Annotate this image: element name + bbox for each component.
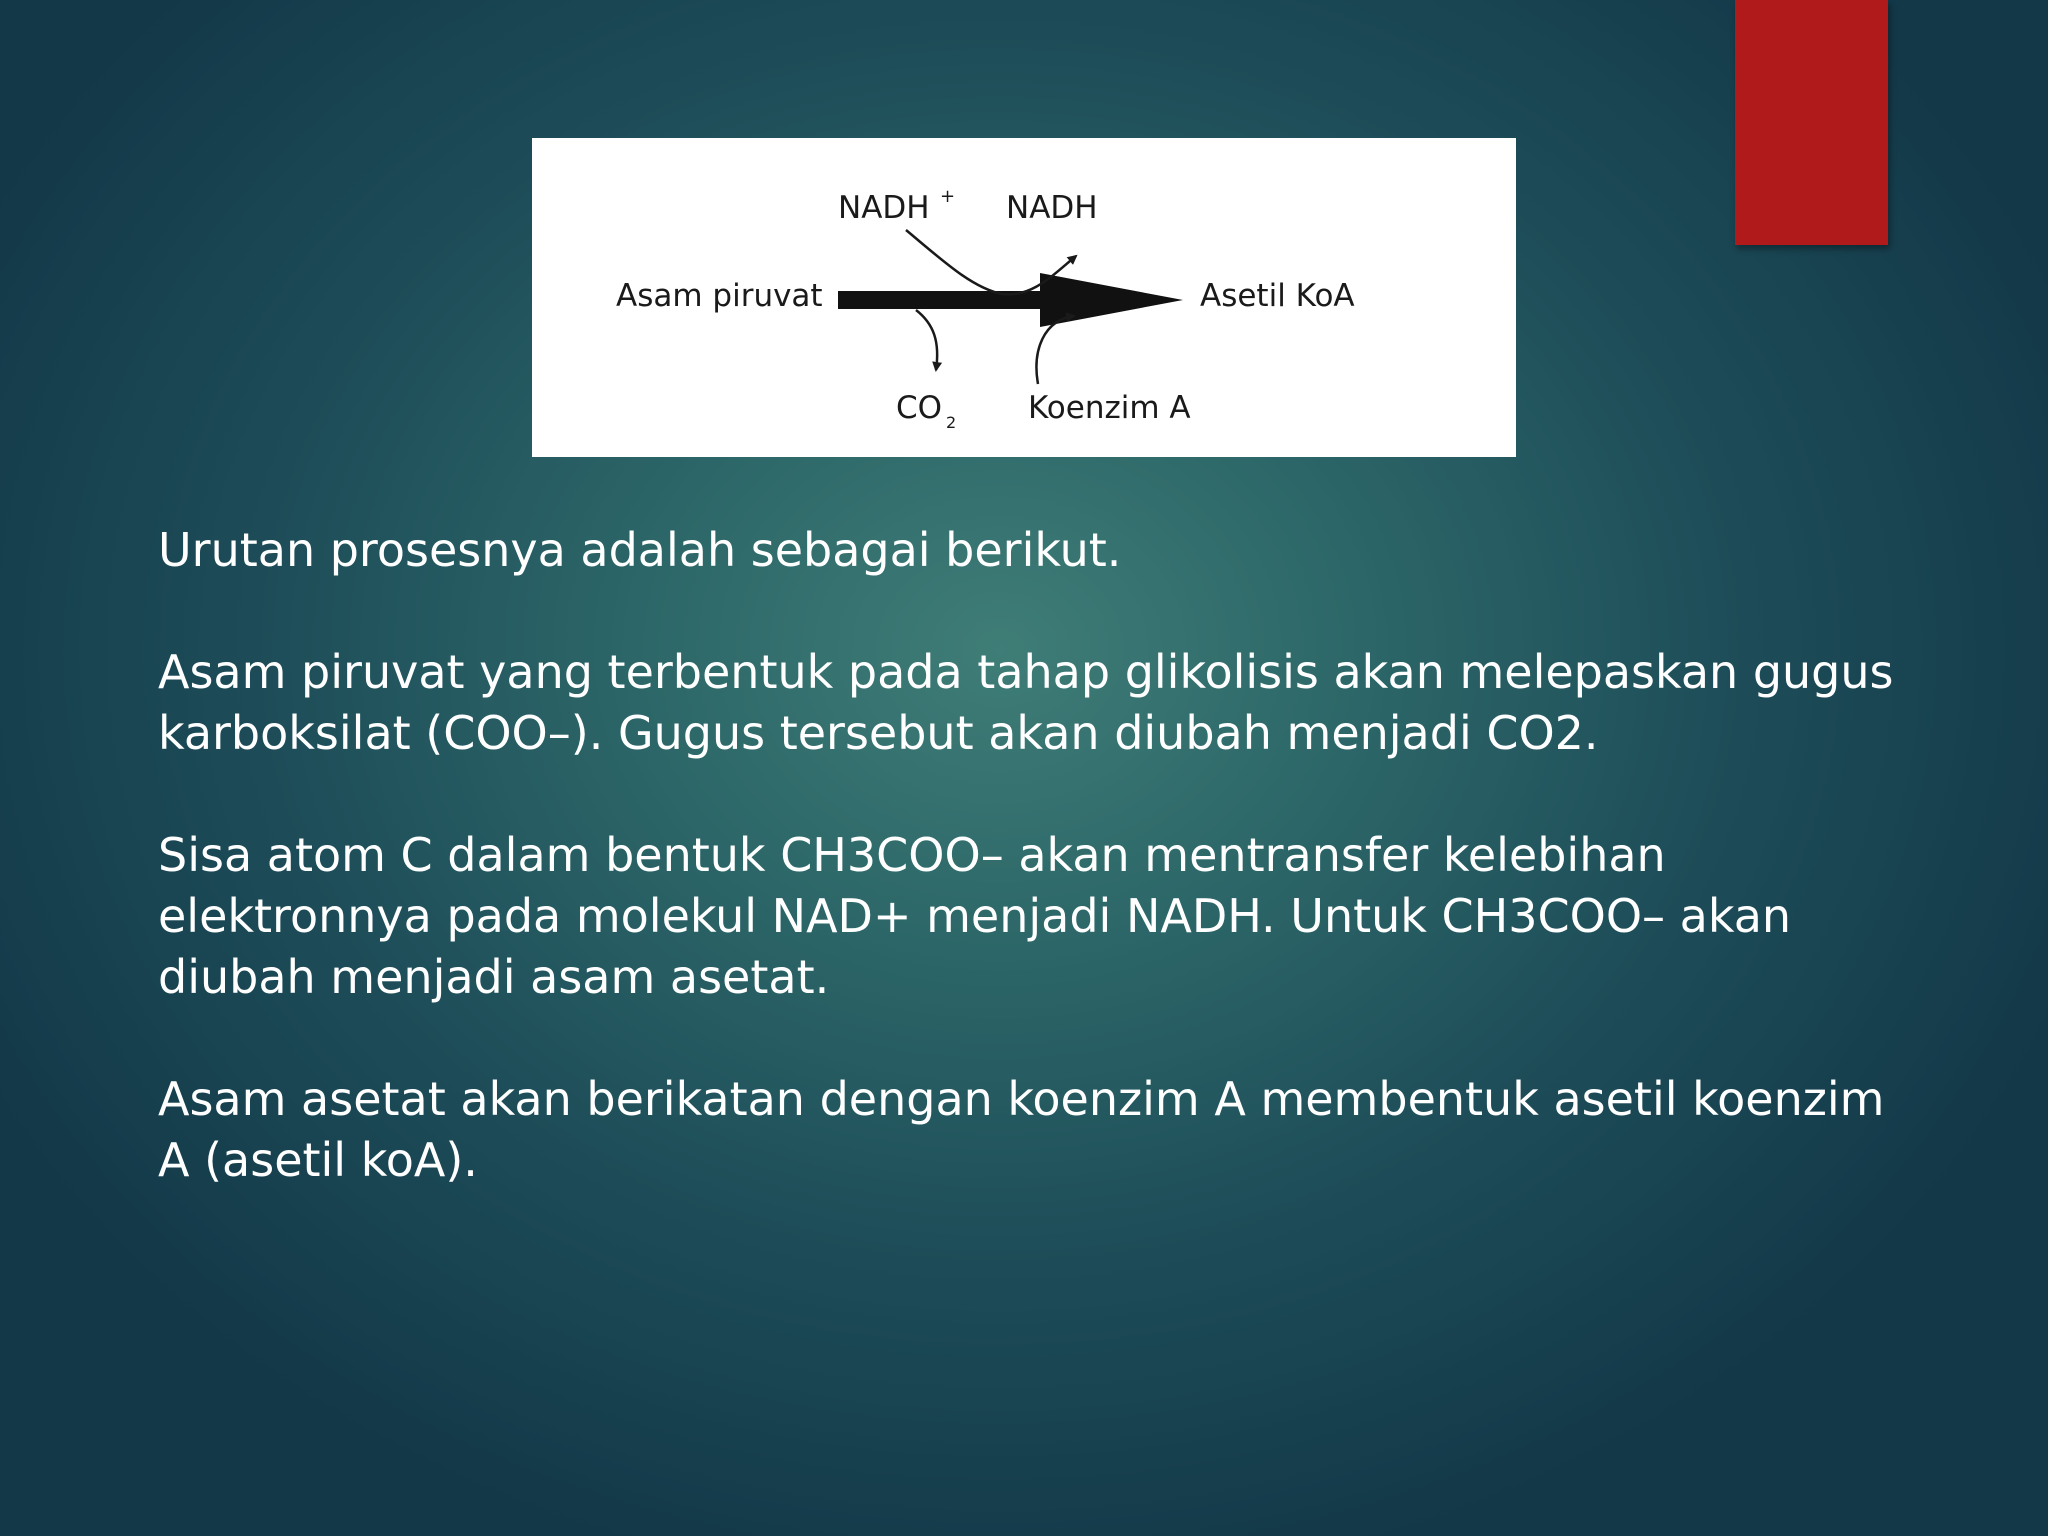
- paragraph-pyruvate: Asam piruvat yang terbentuk pada tahap glikolisis akan melepaskan gugus karboksilat (COO–). Gugus tersebut akan diubah menjadi CO2.: [158, 645, 1894, 760]
- co2-subscript: 2: [946, 413, 957, 432]
- paragraph-electron-transfer: Sisa atom C dalam bentuk CH3COO– akan mentransfer kelebihan elektronnya pada molekul NAD+ menjadi NADH. Untuk CH3COO– akan diubah menjadi asam asetat.: [158, 828, 1792, 1004]
- co2-out-curve: [916, 310, 937, 370]
- input-label: Asam piruvat: [616, 278, 823, 314]
- pyruvate-oxidation-diagram: [532, 138, 1516, 457]
- nad-superscript: +: [940, 186, 956, 207]
- red-accent-bar: [1735, 0, 1888, 245]
- co2-label: CO: [896, 390, 943, 426]
- slide-body-text: [158, 520, 1898, 1252]
- nadh-label: NADH: [1006, 190, 1098, 226]
- reaction-diagram-svg: [532, 138, 1516, 457]
- nad-label: NADH: [838, 190, 930, 226]
- paragraph-intro: Urutan prosesnya adalah sebagai berikut.: [158, 523, 1122, 577]
- output-label: Asetil KoA: [1200, 278, 1355, 314]
- coenzyme-a-label: Koenzim A: [1028, 390, 1191, 426]
- paragraph-acetyl-coa: Asam asetat akan berikatan dengan koenzim A membentuk asetil koenzim A (asetil koA).: [158, 1072, 1885, 1187]
